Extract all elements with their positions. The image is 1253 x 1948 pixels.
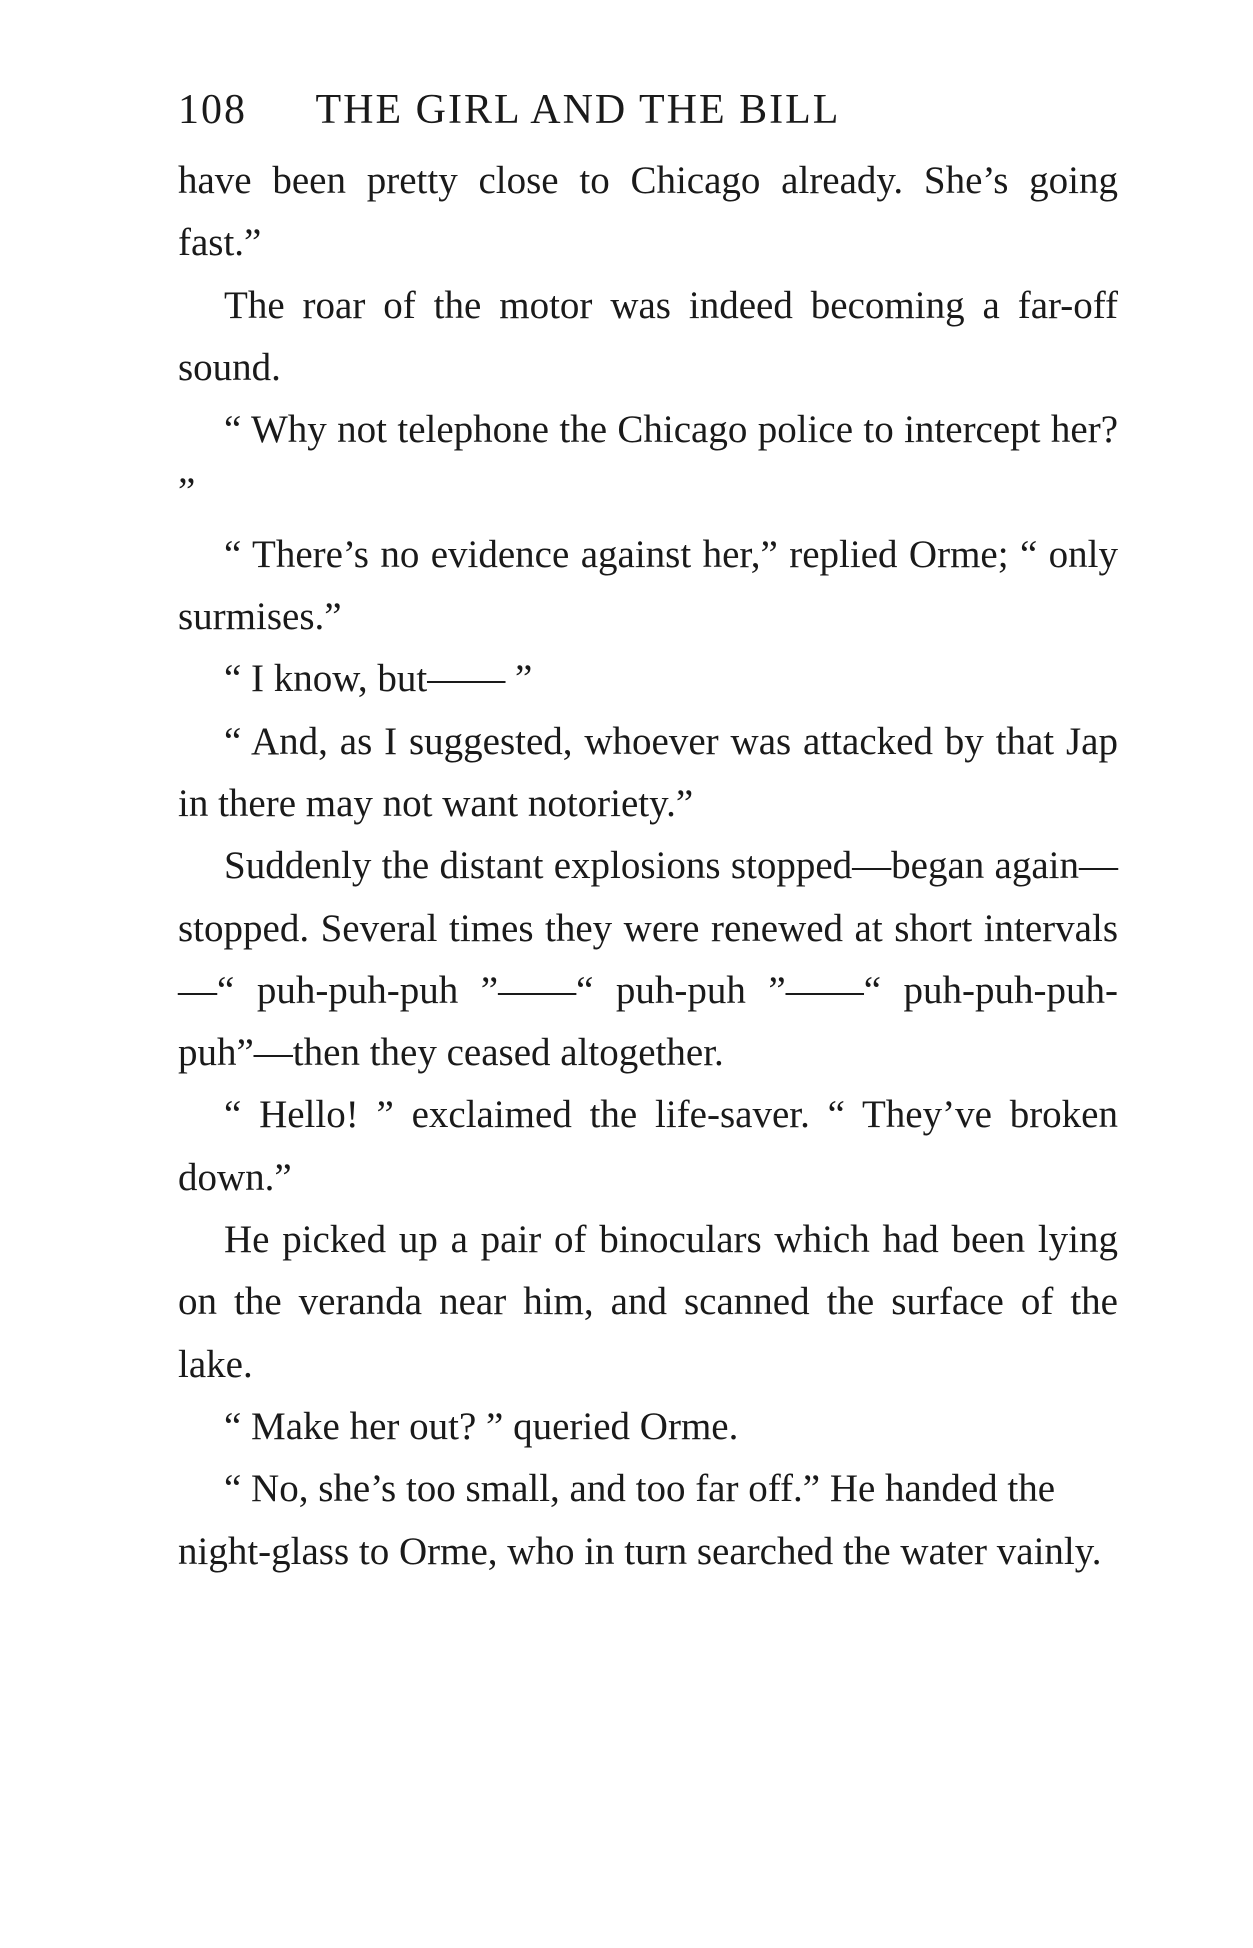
paragraph: “ No, she’s too small, and too far off.” He handed the night-glass to Orme, who in turn searched the water vainly. — [178, 1467, 1102, 1573]
body-text — [178, 150, 1118, 1583]
paragraph: Suddenly the distant explosions stopped—began again—stopped. Several times they were renewed at short intervals—“ puh-puh-puh ”——“ puh-puh ”——“ puh-puh-puh-puh”—then they ceased altogether. — [178, 844, 1118, 1075]
running-title: THE GIRL AND THE BILL — [315, 87, 841, 133]
page-number: 108 — [178, 87, 247, 133]
paragraph: have been pretty close to Chicago already. She’s going fast.” — [178, 159, 1118, 265]
paragraph: “ Hello! ” exclaimed the life-saver. “ They’ve broken down.” — [178, 1093, 1118, 1199]
paragraph: “ Why not telephone the Chicago police to intercept her? ” — [178, 408, 1118, 514]
paragraph: “ I know, but—— ” — [224, 657, 533, 701]
paragraph: “ There’s no evidence against her,” replied Orme; “ only surmises.” — [178, 532, 1118, 639]
paragraph: “ And, as I suggested, whoever was attacked by that Jap in there may not want notoriety.” — [178, 719, 1118, 825]
page-header — [178, 86, 998, 146]
paragraph: The roar of the motor was indeed becoming a far-off sound. — [178, 283, 1118, 389]
paragraph: “ Make her out? ” queried Orme. — [224, 1404, 739, 1448]
paragraph: He picked up a pair of binoculars which had been lying on the veranda near him, and scanned the surface of the lake. — [178, 1218, 1118, 1386]
